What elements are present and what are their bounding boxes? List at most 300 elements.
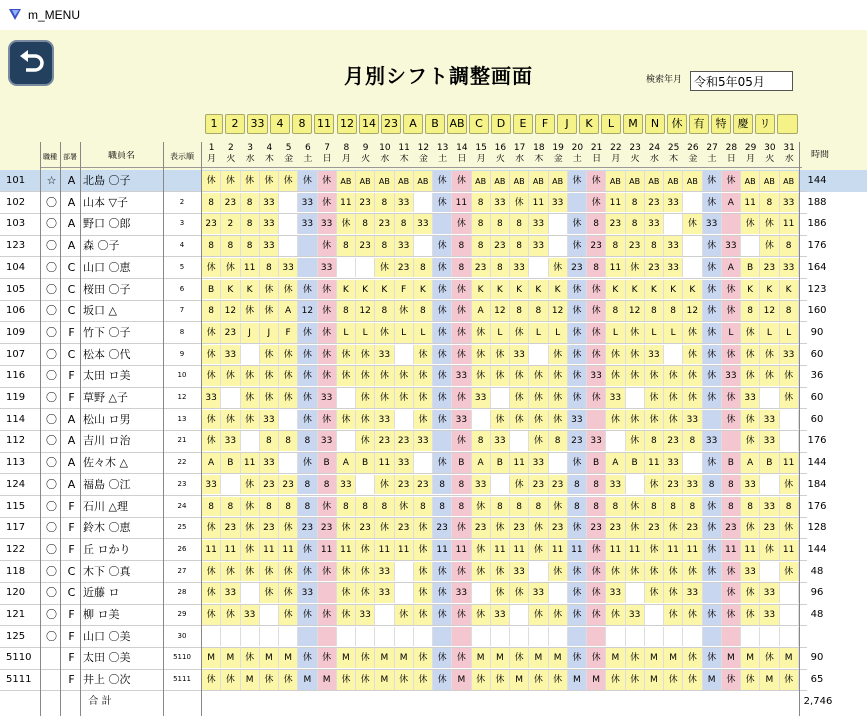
shift-cell[interactable]: M xyxy=(202,648,221,668)
shift-cell[interactable]: B xyxy=(202,280,221,300)
shift-cell[interactable]: 休 xyxy=(221,605,240,625)
shift-cell[interactable]: 11 xyxy=(510,540,529,560)
shift-cell[interactable]: 11 xyxy=(722,540,741,560)
shift-cell[interactable]: 休 xyxy=(510,648,529,668)
shift-cell[interactable]: 8 xyxy=(529,301,548,321)
shift-cell[interactable]: 休 xyxy=(645,475,664,495)
shift-cell[interactable]: 8 xyxy=(587,475,606,495)
shift-cell[interactable]: 23 xyxy=(221,518,240,538)
shift-cell[interactable]: 休 xyxy=(703,193,722,213)
shift-cell[interactable] xyxy=(298,258,317,278)
shift-cell[interactable]: AB xyxy=(549,171,568,191)
shift-cell[interactable]: 休 xyxy=(356,648,375,668)
shift-cell[interactable]: 休 xyxy=(722,562,741,582)
shift-cell[interactable]: 休 xyxy=(356,583,375,603)
shift-cell[interactable]: 休 xyxy=(318,280,337,300)
shift-cell[interactable] xyxy=(549,236,568,256)
shift-cell[interactable]: 休 xyxy=(780,518,799,538)
shift-cell[interactable] xyxy=(760,388,779,408)
shift-cell[interactable]: 33 xyxy=(318,258,337,278)
shift-cell[interactable]: 8 xyxy=(279,431,298,451)
shift-cell[interactable]: 8 xyxy=(606,301,625,321)
shift-cell[interactable]: 8 xyxy=(606,497,625,517)
dept-cell[interactable]: A xyxy=(67,456,76,470)
shift-cell[interactable]: A xyxy=(606,453,625,473)
dept-cell[interactable]: A xyxy=(67,434,76,448)
shift-cell[interactable]: 休 xyxy=(664,605,683,625)
shift-cell[interactable]: 休 xyxy=(414,540,433,560)
shift-cell[interactable]: 8 xyxy=(202,301,221,321)
shift-cell[interactable]: 休 xyxy=(529,366,548,386)
shift-cell[interactable]: 8 xyxy=(279,497,298,517)
shift-cell[interactable]: 23 xyxy=(356,518,375,538)
code-button-特[interactable]: 特 xyxy=(711,114,731,134)
shift-cell[interactable]: 休 xyxy=(703,323,722,343)
shift-cell[interactable]: 8 xyxy=(452,236,471,256)
employee-name[interactable]: 柳 ロ美 xyxy=(83,608,120,621)
shift-cell[interactable] xyxy=(626,388,645,408)
code-button-AB[interactable]: AB xyxy=(447,114,467,134)
shift-cell[interactable]: 8 xyxy=(683,497,702,517)
shift-cell[interactable]: 休 xyxy=(510,193,529,213)
shift-cell[interactable]: 休 xyxy=(626,258,645,278)
shift-cell[interactable]: 8 xyxy=(337,301,356,321)
shift-cell[interactable]: J xyxy=(260,323,279,343)
shift-cell[interactable] xyxy=(433,431,452,451)
shift-cell[interactable]: 休 xyxy=(703,301,722,321)
shift-cell[interactable]: 休 xyxy=(298,605,317,625)
shift-cell[interactable]: 休 xyxy=(491,562,510,582)
shift-cell[interactable]: 11 xyxy=(202,540,221,560)
shift-cell[interactable]: 11 xyxy=(318,540,337,560)
employee-name[interactable]: 福島 〇江 xyxy=(83,477,131,491)
shift-cell[interactable]: 休 xyxy=(491,670,510,690)
shift-cell[interactable]: 休 xyxy=(221,670,240,690)
shift-cell[interactable]: 休 xyxy=(529,431,548,451)
shift-cell[interactable]: M xyxy=(587,670,606,690)
shift-cell[interactable]: 休 xyxy=(683,648,702,668)
shift-cell[interactable]: L xyxy=(491,323,510,343)
shift-cell[interactable]: 休 xyxy=(472,366,491,386)
shift-cell[interactable]: 休 xyxy=(703,453,722,473)
shift-cell[interactable]: 8 xyxy=(318,475,337,495)
shift-cell[interactable]: F xyxy=(279,323,298,343)
shift-cell[interactable]: 休 xyxy=(741,583,760,603)
shift-cell[interactable]: L xyxy=(760,323,779,343)
shift-cell[interactable]: 33 xyxy=(298,193,317,213)
shift-cell[interactable]: 33 xyxy=(780,345,799,365)
shift-cell[interactable]: 11 xyxy=(780,453,799,473)
shift-cell[interactable]: 11 xyxy=(549,540,568,560)
shift-cell[interactable]: 休 xyxy=(472,323,491,343)
shift-cell[interactable]: 休 xyxy=(433,258,452,278)
shift-cell[interactable]: K xyxy=(760,280,779,300)
shift-cell[interactable]: 休 xyxy=(568,562,587,582)
shift-cell[interactable]: 休 xyxy=(549,497,568,517)
shift-cell[interactable]: 休 xyxy=(780,475,799,495)
shift-cell[interactable]: 休 xyxy=(568,301,587,321)
job-type-cell[interactable]: 〇 xyxy=(46,564,57,578)
shift-cell[interactable]: 8 xyxy=(202,193,221,213)
shift-cell[interactable]: 休 xyxy=(452,171,471,191)
shift-cell[interactable]: 休 xyxy=(279,605,298,625)
shift-cell[interactable]: 休 xyxy=(510,366,529,386)
shift-cell[interactable]: 休 xyxy=(703,497,722,517)
shift-cell[interactable]: 休 xyxy=(375,323,394,343)
shift-cell[interactable]: L xyxy=(337,323,356,343)
shift-cell[interactable]: 11 xyxy=(741,193,760,213)
shift-cell[interactable]: 8 xyxy=(298,475,317,495)
shift-cell[interactable]: 11 xyxy=(664,540,683,560)
shift-cell[interactable]: 休 xyxy=(356,366,375,386)
shift-cell[interactable]: 休 xyxy=(510,410,529,430)
shift-cell[interactable]: 33 xyxy=(375,562,394,582)
shift-cell[interactable]: 休 xyxy=(491,366,510,386)
shift-cell[interactable]: 33 xyxy=(452,583,471,603)
shift-cell[interactable]: 休 xyxy=(241,562,260,582)
shift-cell[interactable]: 休 xyxy=(722,301,741,321)
shift-cell[interactable]: M xyxy=(645,648,664,668)
shift-cell[interactable] xyxy=(626,583,645,603)
shift-cell[interactable]: 23 xyxy=(491,236,510,256)
shift-cell[interactable]: 休 xyxy=(375,258,394,278)
shift-cell[interactable]: 休 xyxy=(549,258,568,278)
shift-cell[interactable]: M xyxy=(760,670,779,690)
shift-cell[interactable]: 8 xyxy=(337,236,356,256)
shift-cell[interactable]: 休 xyxy=(703,648,722,668)
shift-cell[interactable] xyxy=(703,627,722,647)
shift-cell[interactable] xyxy=(683,258,702,278)
shift-cell[interactable]: 休 xyxy=(452,214,471,234)
shift-cell[interactable]: 33 xyxy=(529,214,548,234)
shift-cell[interactable]: 33 xyxy=(202,475,221,495)
shift-cell[interactable] xyxy=(703,583,722,603)
shift-cell[interactable]: 休 xyxy=(703,345,722,365)
shift-cell[interactable]: 休 xyxy=(703,236,722,256)
shift-cell[interactable]: 休 xyxy=(433,583,452,603)
shift-cell[interactable]: 休 xyxy=(452,388,471,408)
shift-cell[interactable]: 23 xyxy=(645,193,664,213)
shift-cell[interactable]: 休 xyxy=(683,562,702,582)
shift-cell[interactable] xyxy=(780,605,799,625)
shift-cell[interactable]: 33 xyxy=(298,214,317,234)
shift-cell[interactable]: M xyxy=(606,648,625,668)
dept-cell[interactable]: C xyxy=(67,347,76,361)
shift-cell[interactable]: 33 xyxy=(587,431,606,451)
shift-cell[interactable]: 23 xyxy=(626,236,645,256)
dept-cell[interactable]: A xyxy=(67,217,76,231)
shift-cell[interactable]: 休 xyxy=(664,562,683,582)
shift-cell[interactable]: 33 xyxy=(780,193,799,213)
shift-cell[interactable]: 休 xyxy=(414,345,433,365)
shift-cell[interactable]: 23 xyxy=(279,475,298,495)
dept-cell[interactable]: C xyxy=(67,260,76,274)
shift-cell[interactable]: L xyxy=(606,323,625,343)
shift-cell[interactable]: 休 xyxy=(356,562,375,582)
shift-cell[interactable]: M xyxy=(452,670,471,690)
shift-cell[interactable]: 休 xyxy=(703,366,722,386)
job-type-cell[interactable]: 〇 xyxy=(46,499,57,513)
shift-cell[interactable]: 23 xyxy=(395,475,414,495)
shift-cell[interactable]: 休 xyxy=(337,366,356,386)
shift-cell[interactable]: 休 xyxy=(568,366,587,386)
shift-cell[interactable]: 休 xyxy=(414,670,433,690)
shift-cell[interactable]: 休 xyxy=(626,518,645,538)
shift-cell[interactable] xyxy=(722,627,741,647)
shift-cell[interactable]: 33 xyxy=(260,193,279,213)
shift-cell[interactable]: K xyxy=(664,280,683,300)
shift-cell[interactable]: 8 xyxy=(510,301,529,321)
shift-cell[interactable]: 休 xyxy=(375,388,394,408)
shift-cell[interactable]: 8 xyxy=(491,258,510,278)
shift-cell[interactable]: 8 xyxy=(722,475,741,495)
shift-cell[interactable]: M xyxy=(221,648,240,668)
shift-cell[interactable] xyxy=(279,236,298,256)
shift-cell[interactable]: 休 xyxy=(241,366,260,386)
shift-cell[interactable]: 休 xyxy=(626,345,645,365)
shift-cell[interactable]: 8 xyxy=(741,497,760,517)
shift-cell[interactable]: 23 xyxy=(202,214,221,234)
employee-name[interactable]: 山本 ▽子 xyxy=(83,195,128,209)
shift-cell[interactable]: 休 xyxy=(722,280,741,300)
shift-cell[interactable]: 休 xyxy=(683,323,702,343)
shift-cell[interactable]: 8 xyxy=(587,497,606,517)
shift-cell[interactable] xyxy=(568,627,587,647)
shift-cell[interactable]: 休 xyxy=(433,193,452,213)
shift-cell[interactable]: 休 xyxy=(664,583,683,603)
shift-cell[interactable]: 休 xyxy=(722,410,741,430)
shift-cell[interactable]: 23 xyxy=(472,518,491,538)
shift-cell[interactable] xyxy=(452,627,471,647)
shift-cell[interactable]: 休 xyxy=(375,518,394,538)
shift-cell[interactable]: 休 xyxy=(568,388,587,408)
shift-cell[interactable]: 33 xyxy=(683,475,702,495)
shift-cell[interactable]: 23 xyxy=(568,258,587,278)
shift-cell[interactable]: 33 xyxy=(414,431,433,451)
shift-cell[interactable]: 休 xyxy=(626,670,645,690)
shift-cell[interactable] xyxy=(664,627,683,647)
shift-cell[interactable]: 休 xyxy=(433,301,452,321)
shift-cell[interactable] xyxy=(510,431,529,451)
employee-name[interactable]: 木下 〇真 xyxy=(83,564,131,578)
shift-cell[interactable]: 23 xyxy=(221,323,240,343)
shift-cell[interactable]: K xyxy=(741,280,760,300)
shift-cell[interactable]: 休 xyxy=(318,366,337,386)
shift-cell[interactable]: 33 xyxy=(452,410,471,430)
shift-cell[interactable] xyxy=(395,410,414,430)
code-button-8[interactable]: 8 xyxy=(292,114,312,134)
shift-cell[interactable]: 11 xyxy=(606,540,625,560)
shift-cell[interactable]: 休 xyxy=(529,410,548,430)
shift-cell[interactable]: K xyxy=(337,280,356,300)
shift-cell[interactable]: 11 xyxy=(510,453,529,473)
shift-cell[interactable]: AB xyxy=(683,171,702,191)
code-button-23[interactable]: 23 xyxy=(381,114,401,134)
shift-cell[interactable] xyxy=(780,410,799,430)
shift-cell[interactable]: 8 xyxy=(414,301,433,321)
shift-cell[interactable]: 33 xyxy=(375,583,394,603)
shift-cell[interactable]: 休 xyxy=(221,258,240,278)
shift-cell[interactable]: 8 xyxy=(298,431,317,451)
shift-cell[interactable]: 8 xyxy=(375,497,394,517)
job-type-cell[interactable]: 〇 xyxy=(46,477,57,491)
shift-cell[interactable]: K xyxy=(472,280,491,300)
employee-name[interactable]: 松山 ロ男 xyxy=(83,412,131,426)
shift-cell[interactable]: 休 xyxy=(356,670,375,690)
job-type-cell[interactable]: 〇 xyxy=(46,217,57,231)
shift-cell[interactable]: J xyxy=(241,323,260,343)
shift-cell[interactable]: 33 xyxy=(452,366,471,386)
shift-cell[interactable]: 休 xyxy=(683,345,702,365)
shift-cell[interactable]: 休 xyxy=(683,214,702,234)
job-type-cell[interactable]: 〇 xyxy=(46,586,57,600)
shift-cell[interactable]: 休 xyxy=(722,171,741,191)
job-type-cell[interactable]: 〇 xyxy=(46,629,57,643)
employee-name[interactable]: 山口 〇恵 xyxy=(83,260,131,274)
shift-cell[interactable]: 休 xyxy=(375,366,394,386)
shift-cell[interactable]: 休 xyxy=(452,280,471,300)
shift-cell[interactable] xyxy=(722,431,741,451)
shift-cell[interactable]: L xyxy=(780,323,799,343)
shift-cell[interactable]: K xyxy=(626,280,645,300)
shift-cell[interactable]: 休 xyxy=(337,605,356,625)
shift-cell[interactable]: 23 xyxy=(375,431,394,451)
shift-cell[interactable]: M xyxy=(510,670,529,690)
shift-cell[interactable]: 8 xyxy=(645,431,664,451)
shift-cell[interactable]: 8 xyxy=(780,301,799,321)
shift-cell[interactable]: 33 xyxy=(510,562,529,582)
shift-cell[interactable]: K xyxy=(549,280,568,300)
shift-cell[interactable]: 11 xyxy=(375,453,394,473)
shift-cell[interactable]: 8 xyxy=(433,497,452,517)
shift-cell[interactable]: 33 xyxy=(395,193,414,213)
shift-cell[interactable]: 12 xyxy=(760,301,779,321)
shift-cell[interactable]: K xyxy=(645,280,664,300)
shift-cell[interactable]: 休 xyxy=(549,366,568,386)
shift-cell[interactable]: 休 xyxy=(529,540,548,560)
shift-cell[interactable]: 33 xyxy=(664,236,683,256)
shift-cell[interactable]: 休 xyxy=(664,388,683,408)
shift-cell[interactable]: 33 xyxy=(491,431,510,451)
code-button-慶[interactable]: 慶 xyxy=(733,114,753,134)
shift-cell[interactable]: 休 xyxy=(433,670,452,690)
shift-cell[interactable]: 休 xyxy=(375,475,394,495)
shift-cell[interactable] xyxy=(568,193,587,213)
shift-cell[interactable]: 33 xyxy=(760,583,779,603)
shift-cell[interactable] xyxy=(395,345,414,365)
shift-cell[interactable]: 休 xyxy=(356,540,375,560)
shift-cell[interactable]: 33 xyxy=(337,475,356,495)
shift-cell[interactable]: 休 xyxy=(395,605,414,625)
shift-cell[interactable]: 休 xyxy=(337,670,356,690)
shift-cell[interactable]: 11 xyxy=(241,258,260,278)
shift-cell[interactable]: B xyxy=(626,453,645,473)
shift-cell[interactable]: 休 xyxy=(433,323,452,343)
employee-name[interactable]: 太田 ロ美 xyxy=(83,369,131,383)
dept-cell[interactable]: A xyxy=(67,239,76,253)
shift-cell[interactable]: 休 xyxy=(760,540,779,560)
job-type-cell[interactable]: ☆ xyxy=(46,174,57,187)
shift-cell[interactable]: 休 xyxy=(760,366,779,386)
shift-cell[interactable]: 33 xyxy=(645,345,664,365)
shift-cell[interactable]: 8 xyxy=(529,497,548,517)
shift-cell[interactable] xyxy=(241,627,260,647)
shift-cell[interactable]: 8 xyxy=(780,497,799,517)
shift-cell[interactable]: 休 xyxy=(433,280,452,300)
shift-cell[interactable]: 8 xyxy=(337,497,356,517)
shift-cell[interactable]: K xyxy=(221,280,240,300)
shift-cell[interactable]: B xyxy=(741,258,760,278)
shift-cell[interactable] xyxy=(337,627,356,647)
shift-cell[interactable]: 休 xyxy=(318,605,337,625)
shift-cell[interactable]: B xyxy=(587,453,606,473)
shift-cell[interactable]: 33 xyxy=(221,345,240,365)
shift-cell[interactable]: 休 xyxy=(202,366,221,386)
shift-cell[interactable]: 23 xyxy=(356,193,375,213)
shift-cell[interactable]: 11 xyxy=(279,540,298,560)
shift-cell[interactable]: A xyxy=(202,453,221,473)
shift-cell[interactable]: 休 xyxy=(298,171,317,191)
shift-cell[interactable] xyxy=(260,605,279,625)
shift-cell[interactable]: 休 xyxy=(202,562,221,582)
shift-cell[interactable]: 休 xyxy=(260,562,279,582)
shift-cell[interactable]: 33 xyxy=(606,475,625,495)
shift-cell[interactable]: 33 xyxy=(510,345,529,365)
shift-cell[interactable]: 8 xyxy=(241,214,260,234)
back-button[interactable] xyxy=(8,40,54,86)
shift-cell[interactable]: 休 xyxy=(645,540,664,560)
shift-cell[interactable]: 23 xyxy=(414,475,433,495)
code-button-B[interactable]: B xyxy=(425,114,445,134)
shift-cell[interactable]: 8 xyxy=(664,497,683,517)
shift-cell[interactable]: F xyxy=(395,280,414,300)
shift-cell[interactable]: AB xyxy=(337,171,356,191)
shift-cell[interactable]: 33 xyxy=(741,388,760,408)
shift-cell[interactable] xyxy=(491,627,510,647)
shift-cell[interactable] xyxy=(279,410,298,430)
shift-cell[interactable]: 休 xyxy=(626,410,645,430)
shift-cell[interactable] xyxy=(298,627,317,647)
shift-cell[interactable]: 休 xyxy=(318,497,337,517)
shift-cell[interactable]: 休 xyxy=(452,323,471,343)
shift-cell[interactable]: 12 xyxy=(683,301,702,321)
shift-cell[interactable]: 休 xyxy=(760,345,779,365)
dept-cell[interactable]: F xyxy=(68,673,75,687)
shift-cell[interactable]: 休 xyxy=(587,648,606,668)
shift-cell[interactable]: 休 xyxy=(587,301,606,321)
shift-cell[interactable]: 33 xyxy=(664,193,683,213)
shift-cell[interactable]: 休 xyxy=(414,410,433,430)
shift-cell[interactable]: 8 xyxy=(221,236,240,256)
employee-name[interactable]: 桜田 〇子 xyxy=(83,282,131,296)
shift-cell[interactable]: 休 xyxy=(279,345,298,365)
dept-cell[interactable]: C xyxy=(67,586,76,600)
shift-cell[interactable]: AB xyxy=(491,171,510,191)
shift-cell[interactable]: 休 xyxy=(722,583,741,603)
shift-cell[interactable]: 休 xyxy=(337,583,356,603)
shift-cell[interactable]: 33 xyxy=(491,605,510,625)
shift-cell[interactable]: 休 xyxy=(241,475,260,495)
shift-cell[interactable]: 休 xyxy=(587,540,606,560)
dept-cell[interactable]: A xyxy=(67,174,76,187)
shift-cell[interactable]: B xyxy=(356,453,375,473)
shift-cell[interactable]: K xyxy=(491,280,510,300)
dept-cell[interactable]: F xyxy=(68,325,75,339)
shift-cell[interactable]: 8 xyxy=(549,431,568,451)
shift-cell[interactable]: 休 xyxy=(645,583,664,603)
shift-cell[interactable]: 33 xyxy=(260,214,279,234)
shift-cell[interactable]: 休 xyxy=(568,518,587,538)
